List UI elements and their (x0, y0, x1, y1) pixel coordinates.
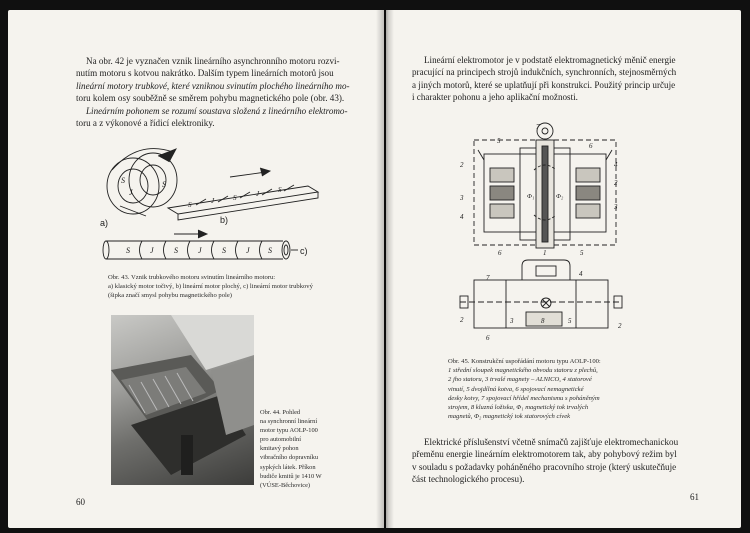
text-line: část technologického procesu). (412, 474, 525, 485)
fig45-number: 5 (568, 317, 572, 325)
photo-machinery-shapes (111, 315, 254, 485)
text-line: Na obr. 42 je vyznačen vznik lineárního asynchronního motoru rozvi- (86, 56, 340, 66)
fig45-phi2-label: Φ₂ (556, 193, 564, 200)
caption-line: desky kotvy, 7 spojovací hřídel mechanismu s poháněným (448, 394, 600, 402)
page-number: 60 (76, 497, 85, 507)
caption-line: (VÚSE-Běchovice) (260, 481, 311, 489)
fig45-number: 2 (460, 316, 464, 324)
fig43-pole-label: J (198, 246, 202, 255)
caption-line: kmitavý pohon (260, 445, 299, 453)
fig45-number: 6 (498, 249, 502, 257)
caption-line: 2 jho statoru, 3 trvalé magnety – ALNICO, 4 statorové (448, 376, 592, 384)
right-page (386, 10, 741, 528)
text-line: Lineárním pohonem se rozumí soustava složená z lineárního elektromo- (86, 106, 348, 116)
fig45-number: 2 (614, 179, 618, 187)
caption-line: na synchronní lineární (260, 418, 318, 426)
fig45-number: 3 (460, 194, 464, 202)
figure-43-diagram (8, 10, 384, 270)
fig43-pole-label: J (211, 197, 215, 205)
fig43-pole-label: S (188, 201, 192, 209)
caption-line: vibračního dopravníku (260, 454, 319, 462)
fig43-pole-label: S (278, 186, 282, 194)
caption-line: budiče kmitů je 1410 W (260, 472, 322, 480)
fig43-pole-label: S (233, 194, 237, 202)
fig43-caption (108, 273, 378, 301)
fig45-number: 2 (460, 161, 464, 169)
caption-line: motor typu AOLP-100 (260, 427, 318, 435)
fig45-number: 5 (580, 249, 584, 257)
caption-line: Obr. 45. Konstrukční uspořádání motoru typu AOLP-100: (448, 358, 601, 365)
caption-line: pro automobilní (260, 436, 302, 444)
motor-cross-section (474, 123, 616, 248)
flat-linear-motor-drawing (168, 168, 318, 220)
caption-line: magnetů, Φ₂ magnetický tok statorových cívek (448, 413, 571, 421)
text-line: Lineární elektromotor je v podstatě elektromagnetický měnič energie (424, 55, 676, 65)
fig45-number: 8 (541, 317, 545, 325)
rotary-motor-drawing (107, 149, 177, 216)
text-line: pracující na principech strojů indukčních, synchronních, stejnosměrných (412, 67, 677, 78)
fig45-number: 5 (497, 137, 501, 145)
fig45-number: 1 (543, 249, 547, 257)
fig45-number: 6 (486, 334, 490, 342)
fig45-number: 6 (589, 142, 593, 150)
caption-line: a) klasický motor točivý, b) lineární motor plochý, c) lineární motor trubkový (108, 283, 313, 291)
fig45-caption (448, 357, 698, 421)
text-line: nutím motoru s kotvou nakrátko. Dalším typem lineárních motorů jsou (76, 68, 334, 79)
fig43-label-c: c) (300, 246, 308, 256)
fig43-pole-label: S (268, 246, 272, 255)
text-line: přeměnu energie lineárním elektromotorem tak, aby pohybový režim byl (412, 449, 677, 460)
fig43-pole-label: S (174, 246, 178, 255)
fig43-label-a: a) (100, 218, 109, 228)
fig44-caption (260, 408, 375, 490)
fig43-pole-label: J (150, 246, 154, 255)
caption-line: Obr. 43. Vznik trubkového motoru svinutím lineárního motoru: (108, 274, 276, 281)
fig45-number: 4 (579, 270, 583, 278)
fig45-number: 7 (536, 123, 540, 131)
fig45-number: 7 (486, 274, 490, 282)
text-line: i charakter pohonu a jeho aplikační možnosti. (412, 92, 578, 103)
caption-line: sypkých látek. Příkon (260, 463, 316, 471)
caption-line: vinutí, 5 dvojdílná kotva, 6 spojovací nemagnetické (448, 385, 584, 393)
right-paragraph-2 (412, 436, 708, 486)
caption-line: Obr. 44. Pohled (260, 409, 301, 416)
text-line: toru a z výkonové a řídicí elektroniky. (76, 118, 215, 129)
left-page (8, 10, 384, 528)
caption-line: strojem, 8 kluzná ložiska, Φ₁ magnetický tok trvalých (448, 404, 589, 412)
fig43-pole-label: S (121, 176, 125, 185)
fig45-number: 3 (510, 317, 514, 325)
text-line: Elektrické příslušenství včetně snímačů zajišťuje elektromechanickou (424, 437, 679, 447)
fig43-pole-label: J (246, 246, 250, 255)
fig45-number: 4 (460, 213, 464, 221)
text-line: v souladu s požadavky poháněného pracovního stroje (který uskutečňuje (412, 461, 677, 472)
page-number: 61 (690, 492, 699, 502)
text-line: toru kolem osy souběžně se směrem pohybu magnetického pole (obr. 43). (76, 93, 345, 104)
fig43-pole-label: S (222, 246, 226, 255)
text-line: a jiných motorů, které se uplatňují při konstrukci. Použitý princip určuje (412, 79, 676, 90)
fig44-photo (111, 315, 254, 485)
text-line: lineární motory trubkové, které vzniknou svinutím plochého lineárního mo- (76, 80, 350, 91)
figure-45-diagram (386, 10, 741, 350)
caption-line: (šipka značí smysl pohybu magnetického pole) (108, 292, 232, 300)
fig43-pole-label: J (256, 190, 260, 198)
caption-line: 1 střední sloupek magnetického obvodu statoru z plechů, (448, 367, 598, 375)
fig45-number: 4 (614, 161, 618, 169)
fig45-number: 3 (614, 203, 618, 211)
fig45-number: 2 (618, 322, 622, 330)
fig43-label-b: b) (220, 215, 229, 225)
book-gutter (376, 10, 394, 528)
fig43-pole-label: S (162, 180, 166, 189)
fig45-phi1-label: Φ₁ (527, 193, 535, 200)
fig43-pole-label: S (126, 246, 130, 255)
fig43-pole-label: J (129, 188, 133, 197)
